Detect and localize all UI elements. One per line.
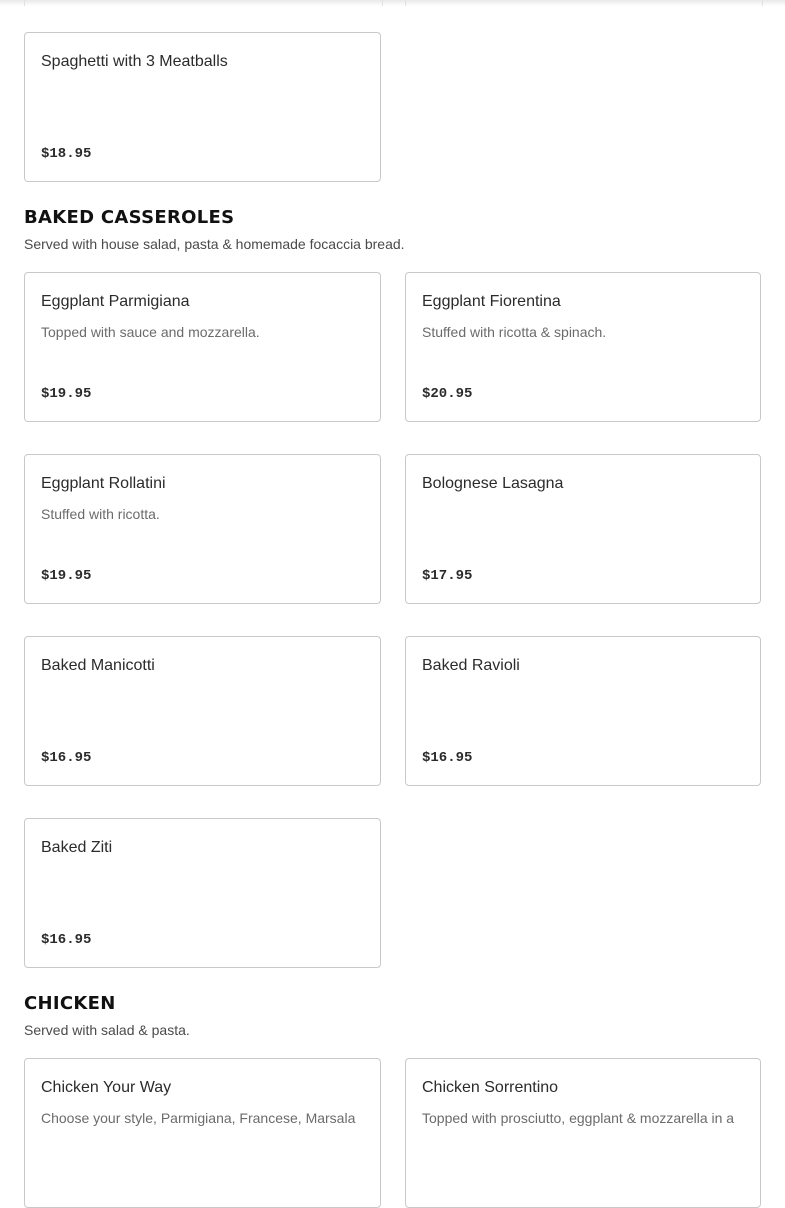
section-title-chicken: CHICKEN bbox=[24, 993, 116, 1014]
menu-item-card[interactable] bbox=[405, 272, 761, 422]
menu-item-price: $16.95 bbox=[41, 932, 92, 948]
previous-card-edge-left bbox=[24, 0, 383, 6]
menu-item-name: Chicken Your Way bbox=[41, 1079, 172, 1096]
menu-item-card[interactable] bbox=[24, 818, 381, 968]
menu-item-price: $20.95 bbox=[422, 386, 473, 402]
menu-item-description: Choose your style, Parmigiana, Francese, Marsala bbox=[41, 1110, 356, 1126]
menu-item-price: $17.95 bbox=[422, 568, 473, 584]
menu-item-card[interactable] bbox=[24, 636, 381, 786]
menu-item-name: Chicken Sorrentino bbox=[422, 1079, 559, 1096]
menu-item-price: $16.95 bbox=[41, 750, 92, 766]
menu-item-name: Eggplant Parmigiana bbox=[41, 293, 190, 310]
menu-item-price: $18.95 bbox=[41, 146, 92, 162]
menu-item-name: Baked Manicotti bbox=[41, 657, 155, 674]
menu-item-card[interactable] bbox=[24, 272, 381, 422]
menu-item-name: Baked Ravioli bbox=[422, 657, 520, 674]
menu-item-card[interactable] bbox=[24, 454, 381, 604]
menu-item-price: $19.95 bbox=[41, 386, 92, 402]
menu-item-name: Eggplant Fiorentina bbox=[422, 293, 561, 310]
menu-item-card[interactable] bbox=[24, 32, 381, 182]
menu-item-price: $19.95 bbox=[41, 568, 92, 584]
menu-item-description: Stuffed with ricotta & spinach. bbox=[422, 324, 607, 340]
previous-card-edge-right bbox=[405, 0, 763, 6]
menu-item-card[interactable] bbox=[405, 1058, 761, 1208]
menu-item-price: $16.95 bbox=[422, 750, 473, 766]
menu-item-name: Spaghetti with 3 Meatballs bbox=[41, 53, 228, 70]
menu-item-name: Bolognese Lasagna bbox=[422, 475, 564, 492]
section-subtitle-chicken: Served with salad & pasta. bbox=[24, 1022, 190, 1038]
menu-item-name: Eggplant Rollatini bbox=[41, 475, 166, 492]
section-subtitle-baked-casseroles: Served with house salad, pasta & homemade focaccia bread. bbox=[24, 236, 405, 252]
menu-item-card[interactable] bbox=[405, 454, 761, 604]
section-title-baked-casseroles: BAKED CASSEROLES bbox=[24, 207, 235, 228]
previous-row-fade bbox=[0, 0, 785, 6]
menu-item-card[interactable] bbox=[405, 636, 761, 786]
menu-item-description: Topped with prosciutto, eggplant & mozzarella in a bbox=[422, 1110, 735, 1126]
menu-item-description: Stuffed with ricotta. bbox=[41, 506, 160, 522]
menu-item-card[interactable] bbox=[24, 1058, 381, 1208]
menu-item-name: Baked Ziti bbox=[41, 839, 113, 856]
menu-item-description: Topped with sauce and mozzarella. bbox=[41, 324, 260, 340]
